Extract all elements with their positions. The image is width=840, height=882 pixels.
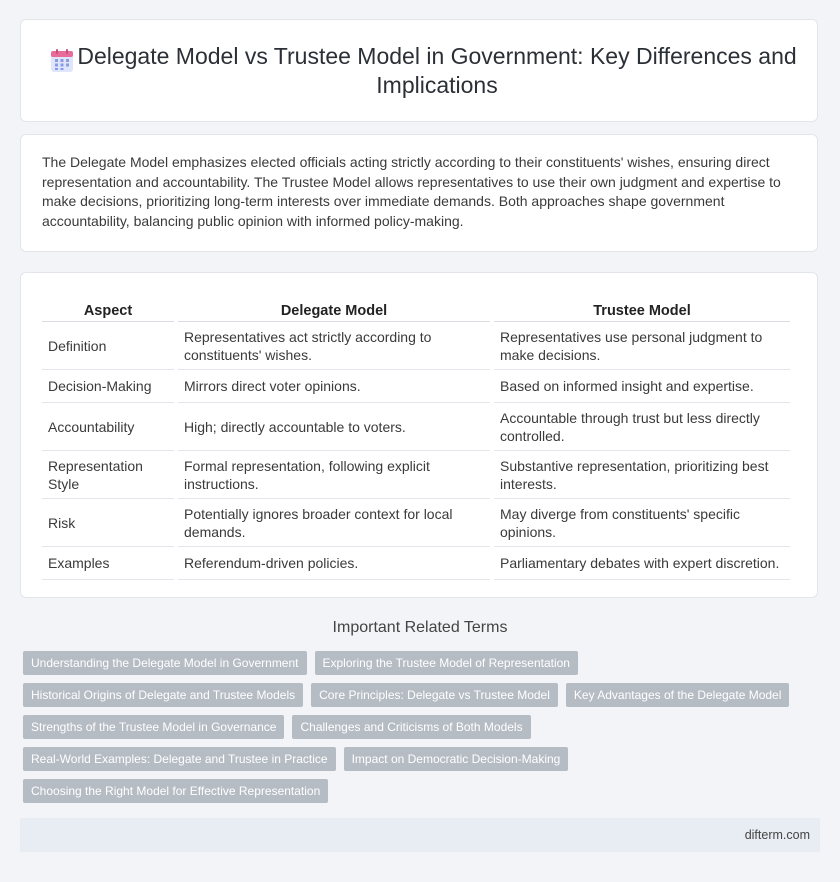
cell-delegate: Representatives act strictly according to constituents' wishes. [178,322,490,370]
cell-trustee: Accountable through trust but less directly controlled. [494,403,790,451]
related-term-tag[interactable]: Challenges and Criticisms of Both Models [292,715,530,739]
table-row [42,403,790,451]
cell-aspect: Representation Style [42,451,174,499]
cell-trustee: Substantive representation, prioritizing best interests. [494,451,790,499]
table-row [42,370,790,403]
column-header-aspect: Aspect [42,295,174,322]
related-term-tag[interactable]: Core Principles: Delegate vs Trustee Model [311,683,558,707]
cell-aspect: Accountability [42,403,174,451]
related-term-tag[interactable]: Exploring the Trustee Model of Representation [315,651,578,675]
cell-trustee: Based on informed insight and expertise. [494,370,790,403]
related-terms-list [23,651,823,811]
related-term-tag[interactable]: Impact on Democratic Decision-Making [344,747,569,771]
cell-aspect: Definition [42,322,174,370]
cell-aspect: Decision-Making [42,370,174,403]
page-title: Delegate Model vs Trustee Model in Government: Key Differences and Implications [77,42,797,98]
related-terms-heading: Important Related Terms [332,619,508,636]
table-header-row [42,295,790,322]
intro-card [20,134,818,252]
cell-aspect: Risk [42,499,174,547]
comparison-card [20,272,818,598]
cell-trustee: May diverge from constituents' specific opinions. [494,499,790,547]
table-row [42,547,790,580]
related-term-tag[interactable]: Choosing the Right Model for Effective Representation [23,779,328,803]
comparison-table [38,295,794,580]
cell-delegate: Potentially ignores broader context for local demands. [178,499,490,547]
related-term-tag[interactable]: Key Advantages of the Delegate Model [566,683,789,707]
related-term-tag[interactable]: Historical Origins of Delegate and Trustee Models [23,683,303,707]
intro-paragraph: The Delegate Model emphasizes elected officials acting strictly according to their constituents' wishes, ensuring direct representation and accountability. The Trustee Model allows representatives to use their own judgment and expertise to make decisions, prioritizing long-term interests over immediate demands. Both approaches shape government accountability, balancing public opinion with informed policy-making. [42,154,781,229]
related-term-tag[interactable]: Real-World Examples: Delegate and Trustee in Practice [23,747,336,771]
header-card [20,19,818,122]
table-row [42,322,790,370]
column-header-trustee: Trustee Model [494,295,790,322]
cell-delegate: Mirrors direct voter opinions. [178,370,490,403]
table-row [42,451,790,499]
cell-delegate: Referendum-driven policies. [178,547,490,580]
cell-delegate: High; directly accountable to voters. [178,403,490,451]
footer-site-link[interactable]: difterm.com [744,828,810,842]
cell-aspect: Examples [42,547,174,580]
column-header-delegate: Delegate Model [178,295,490,322]
cell-trustee: Representatives use personal judgment to make decisions. [494,322,790,370]
cell-delegate: Formal representation, following explicit instructions. [178,451,490,499]
calendar-icon [49,48,75,74]
table-row [42,499,790,547]
related-term-tag[interactable]: Strengths of the Trustee Model in Governance [23,715,284,739]
footer [20,818,820,852]
cell-trustee: Parliamentary debates with expert discretion. [494,547,790,580]
related-term-tag[interactable]: Understanding the Delegate Model in Government [23,651,307,675]
